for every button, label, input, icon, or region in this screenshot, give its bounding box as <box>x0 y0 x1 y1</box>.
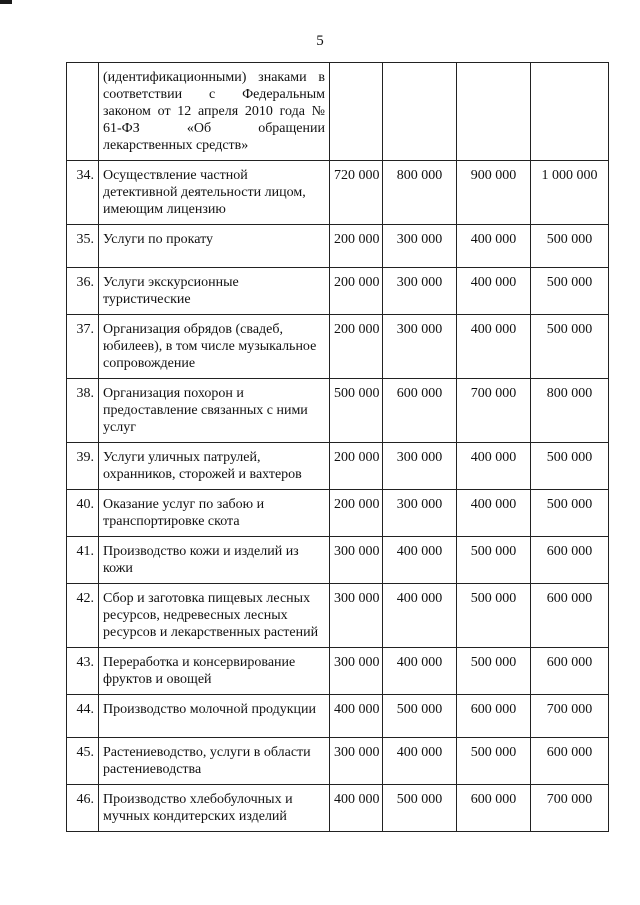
table-row <box>67 443 609 490</box>
value-cell: 500 000 <box>383 695 457 738</box>
value-cell: 500 000 <box>531 490 609 537</box>
value-cell: 400 000 <box>330 785 383 832</box>
value-cell: 600 000 <box>457 695 531 738</box>
activity-name: Организация похорон и предоставление связанных с ними услуг <box>99 379 330 443</box>
activity-name: Осуществление частной детективной деятельности лицом, имеющим лицензию <box>99 161 330 225</box>
value-cell: 500 000 <box>531 315 609 379</box>
table-row-continued <box>67 63 609 161</box>
value-cell: 600 000 <box>531 648 609 695</box>
value-cell <box>330 63 383 161</box>
value-cell: 700 000 <box>457 379 531 443</box>
value-cell: 700 000 <box>531 785 609 832</box>
value-cell: 400 000 <box>457 443 531 490</box>
page-number: 5 <box>316 33 324 49</box>
row-number: 37. <box>67 315 99 379</box>
value-cell <box>531 63 609 161</box>
row-number: 44. <box>67 695 99 738</box>
value-cell: 500 000 <box>457 584 531 648</box>
value-cell: 300 000 <box>383 225 457 268</box>
table-row <box>67 584 609 648</box>
activity-name: Производство молочной продукции <box>99 695 330 738</box>
value-cell <box>383 63 457 161</box>
value-cell: 300 000 <box>383 443 457 490</box>
value-cell: 200 000 <box>330 268 383 315</box>
value-cell: 600 000 <box>457 785 531 832</box>
row-number: 46. <box>67 785 99 832</box>
value-cell <box>457 63 531 161</box>
value-cell: 800 000 <box>383 161 457 225</box>
row-number: 39. <box>67 443 99 490</box>
value-cell: 300 000 <box>383 268 457 315</box>
value-cell: 400 000 <box>383 648 457 695</box>
table-row <box>67 161 609 225</box>
tariff-table <box>66 62 609 832</box>
value-cell: 600 000 <box>531 537 609 584</box>
scan-edge-mark <box>0 0 12 4</box>
value-cell: 500 000 <box>531 268 609 315</box>
table-row <box>67 268 609 315</box>
activity-name: Оказание услуг по забою и транспортировке скота <box>99 490 330 537</box>
value-cell: 1 000 000 <box>531 161 609 225</box>
row-number: 40. <box>67 490 99 537</box>
table-row <box>67 695 609 738</box>
value-cell: 400 000 <box>383 537 457 584</box>
table-row <box>67 738 609 785</box>
activity-name: Производство кожи и изделий из кожи <box>99 537 330 584</box>
value-cell: 900 000 <box>457 161 531 225</box>
table-row <box>67 537 609 584</box>
value-cell: 500 000 <box>531 225 609 268</box>
row-number: 45. <box>67 738 99 785</box>
row-number: 38. <box>67 379 99 443</box>
row-number: 35. <box>67 225 99 268</box>
activity-name: Услуги экскурсионные туристические <box>99 268 330 315</box>
value-cell: 300 000 <box>330 584 383 648</box>
value-cell: 400 000 <box>457 490 531 537</box>
value-cell: 500 000 <box>383 785 457 832</box>
row-number: 34. <box>67 161 99 225</box>
value-cell: 200 000 <box>330 490 383 537</box>
value-cell: 500 000 <box>531 443 609 490</box>
value-cell: 800 000 <box>531 379 609 443</box>
activity-name: Услуги уличных патрулей, охранников, сторожей и вахтеров <box>99 443 330 490</box>
activity-name: Сбор и заготовка пищевых лесных ресурсов, недревесных лесных ресурсов и лекарственных растений <box>99 584 330 648</box>
value-cell: 400 000 <box>330 695 383 738</box>
row-number: 43. <box>67 648 99 695</box>
value-cell: 500 000 <box>330 379 383 443</box>
value-cell: 400 000 <box>457 268 531 315</box>
value-cell: 600 000 <box>531 584 609 648</box>
table-row <box>67 315 609 379</box>
activity-name: (идентификационными) знаками в соответствии с Федеральным законом от 12 апреля 2010 года № 61-ФЗ «Об обращении лекарственных средств» <box>99 63 330 161</box>
row-number: 42. <box>67 584 99 648</box>
table-row <box>67 648 609 695</box>
activity-name: Переработка и консервирование фруктов и овощей <box>99 648 330 695</box>
value-cell: 500 000 <box>457 738 531 785</box>
row-number: 36. <box>67 268 99 315</box>
value-cell: 400 000 <box>457 315 531 379</box>
value-cell: 300 000 <box>330 738 383 785</box>
value-cell: 200 000 <box>330 225 383 268</box>
value-cell: 400 000 <box>383 738 457 785</box>
row-number: 41. <box>67 537 99 584</box>
activity-name: Услуги по прокату <box>99 225 330 268</box>
value-cell: 300 000 <box>383 490 457 537</box>
value-cell: 700 000 <box>531 695 609 738</box>
activity-name: Производство хлебобулочных и мучных кондитерских изделий <box>99 785 330 832</box>
value-cell: 500 000 <box>457 537 531 584</box>
value-cell: 600 000 <box>383 379 457 443</box>
value-cell: 300 000 <box>330 537 383 584</box>
row-number <box>67 63 99 161</box>
value-cell: 500 000 <box>457 648 531 695</box>
table-row <box>67 490 609 537</box>
table-row <box>67 379 609 443</box>
value-cell: 400 000 <box>457 225 531 268</box>
value-cell: 600 000 <box>531 738 609 785</box>
value-cell: 200 000 <box>330 315 383 379</box>
value-cell: 200 000 <box>330 443 383 490</box>
value-cell: 720 000 <box>330 161 383 225</box>
value-cell: 400 000 <box>383 584 457 648</box>
table-row <box>67 785 609 832</box>
activity-name: Растениеводство, услуги в области растениеводства <box>99 738 330 785</box>
activity-name: Организация обрядов (свадеб, юбилеев), в том числе музыкальное сопровождение <box>99 315 330 379</box>
value-cell: 300 000 <box>330 648 383 695</box>
value-cell: 300 000 <box>383 315 457 379</box>
table-row <box>67 225 609 268</box>
